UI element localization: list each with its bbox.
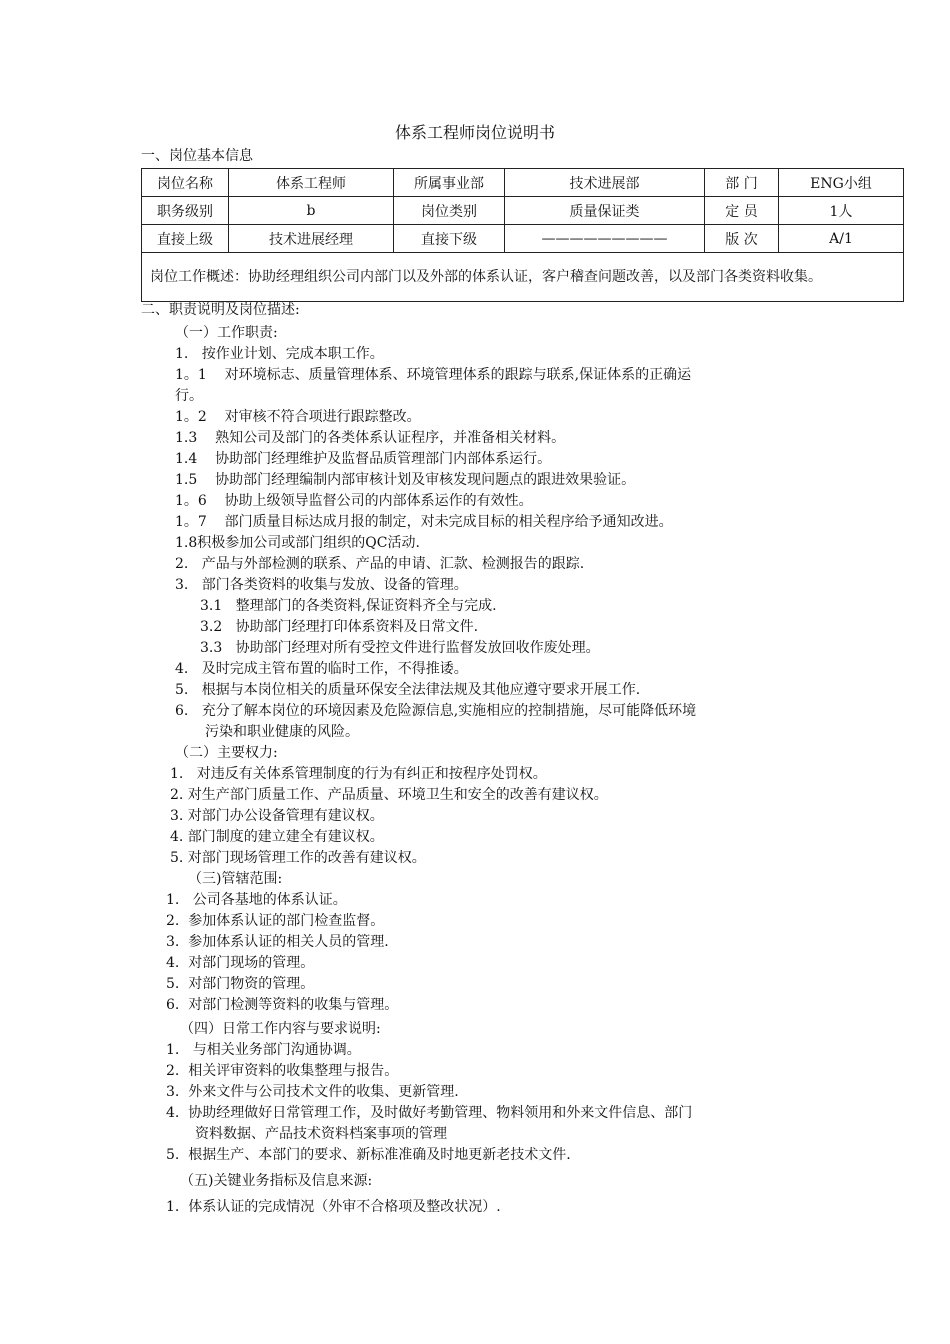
text-line: 1。2 对审核不符合项进行跟踪整改。 (175, 409, 421, 425)
text-line: 4. 协助经理做好日常管理工作，及时做好考勤管理、物料领用和外来文件信息、部门 (166, 1105, 693, 1121)
text-line: 5. 根据与本岗位相关的质量环保安全法律法规及其他应遵守要求开展工作. (175, 682, 641, 698)
text-line: 3. 部门各类资料的收集与发放、设备的管理。 (175, 577, 468, 593)
text-line: 2. 相关评审资料的收集整理与报告。 (166, 1063, 399, 1079)
text-line: 1。7 部门质量目标达成月报的制定，对未完成目标的相关程序给予通知改进。 (175, 514, 673, 530)
text-line: 污染和职业健康的风险。 (205, 724, 359, 740)
table-cell: b (229, 197, 394, 225)
text-line: 1. 体系认证的完成情况（外审不合格项及整改状况）. (166, 1199, 501, 1215)
text-line: 1. 对违反有关体系管理制度的行为有纠正和按程序处罚权。 (170, 766, 547, 782)
table-cell: 质量保证类 (505, 197, 705, 225)
text-line: （一）工作职责: (175, 325, 278, 341)
text-line: （五)关键业务指标及信息来源: (180, 1173, 373, 1189)
table-cell: A/1 (779, 225, 904, 253)
job-overview: 岗位工作概述：协助经理组织公司内部门以及外部的体系认证，客户稽查问题改善，以及部门各类资料收集。 (142, 253, 904, 302)
document-title: 体系工程师岗位说明书 (394, 123, 555, 142)
table-cell: 体系工程师 (229, 169, 394, 197)
text-line: 2. 对生产部门质量工作、产品质量、环境卫生和安全的改善有建议权。 (170, 787, 608, 803)
text-line: 3. 参加体系认证的相关人员的管理. (166, 934, 389, 950)
text-line: 1.3 熟知公司及部门的各类体系认证程序，并准备相关材料。 (175, 430, 566, 446)
table-cell: 定 员 (705, 197, 779, 225)
basic-info-table (141, 168, 904, 302)
table-row (142, 197, 904, 225)
text-line: 3.2 协助部门经理打印体系资料及日常文件. (200, 619, 479, 635)
text-line: 3. 对部门办公设备管理有建议权。 (170, 808, 384, 824)
table-cell: 直接上级 (142, 225, 229, 253)
text-line: 资料数据、产品技术资料档案事项的管理 (195, 1126, 447, 1142)
text-line: 4. 部门制度的建立建全有建议权。 (170, 829, 384, 845)
text-line: 3.3 协助部门经理对所有受控文件进行监督发放回收作废处理。 (200, 640, 600, 656)
text-line: 3.1 整理部门的各类资料,保证资料齐全与完成. (200, 598, 497, 614)
text-line: （三)管辖范围: (188, 871, 283, 887)
table-cell: 岗位名称 (142, 169, 229, 197)
text-line: 1.8积极参加公司或部门组织的QC活动. (175, 535, 420, 551)
text-line: 1. 按作业计划、完成本职工作。 (175, 346, 384, 362)
table-cell: 所属事业部 (394, 169, 505, 197)
table-cell: 1人 (779, 197, 904, 225)
table-cell: 岗位类别 (394, 197, 505, 225)
text-line: 2. 参加体系认证的部门检查监督。 (166, 913, 385, 929)
text-line: （二）主要权力: (175, 745, 278, 761)
text-line: 4. 及时完成主管布置的临时工作，不得推诿。 (175, 661, 468, 677)
table-cell: 职务级别 (142, 197, 229, 225)
table-row (142, 225, 904, 253)
table-cell: 直接下级 (394, 225, 505, 253)
table-cell: 技术进展部 (505, 169, 705, 197)
section-heading-duties: 二、职责说明及岗位描述: (141, 302, 300, 318)
table-row (142, 169, 904, 197)
section-heading-basic-info: 一、岗位基本信息 (141, 148, 253, 164)
text-line: （四）日常工作内容与要求说明: (180, 1021, 381, 1037)
text-line: 6. 对部门检测等资料的收集与管理。 (166, 997, 399, 1013)
text-line: 2. 产品与外部检测的联系、产品的申请、汇款、检测报告的跟踪. (175, 556, 585, 572)
table-cell: 版 次 (705, 225, 779, 253)
table-cell: 技术进展经理 (229, 225, 394, 253)
text-line: 1. 与相关业务部门沟通协调。 (166, 1042, 361, 1058)
text-line: 4. 对部门现场的管理。 (166, 955, 315, 971)
table-cell: ENG小组 (779, 169, 904, 197)
text-line: 1。6 协助上级领导监督公司的内部体系运作的有效性。 (175, 493, 533, 509)
text-line: 5. 对部门物资的管理。 (166, 976, 315, 992)
text-line: 1. 公司各基地的体系认证。 (166, 892, 347, 908)
table-cell: 部 门 (705, 169, 779, 197)
text-line: 行。 (175, 388, 203, 404)
text-line: 1。1 对环境标志、质量管理体系、环境管理体系的跟踪与联系,保证体系的正确运 (175, 367, 692, 383)
text-line: 1.5 协助部门经理编制内部审核计划及审核发现问题点的跟进效果验证。 (175, 472, 636, 488)
table-cell: ————————— (505, 225, 705, 253)
text-line: 1.4 协助部门经理维护及监督品质管理部门内部体系运行。 (175, 451, 552, 467)
text-line: 3. 外来文件与公司技术文件的收集、更新管理. (166, 1084, 459, 1100)
text-line: 6. 充分了解本岗位的环境因素及危险源信息,实施相应的控制措施，尽可能降低环境 (175, 703, 697, 719)
table-row (142, 253, 904, 302)
text-line: 5. 根据生产、本部门的要求、新标准准确及时地更新老技术文件. (166, 1147, 571, 1163)
text-line: 5. 对部门现场管理工作的改善有建议权。 (170, 850, 426, 866)
